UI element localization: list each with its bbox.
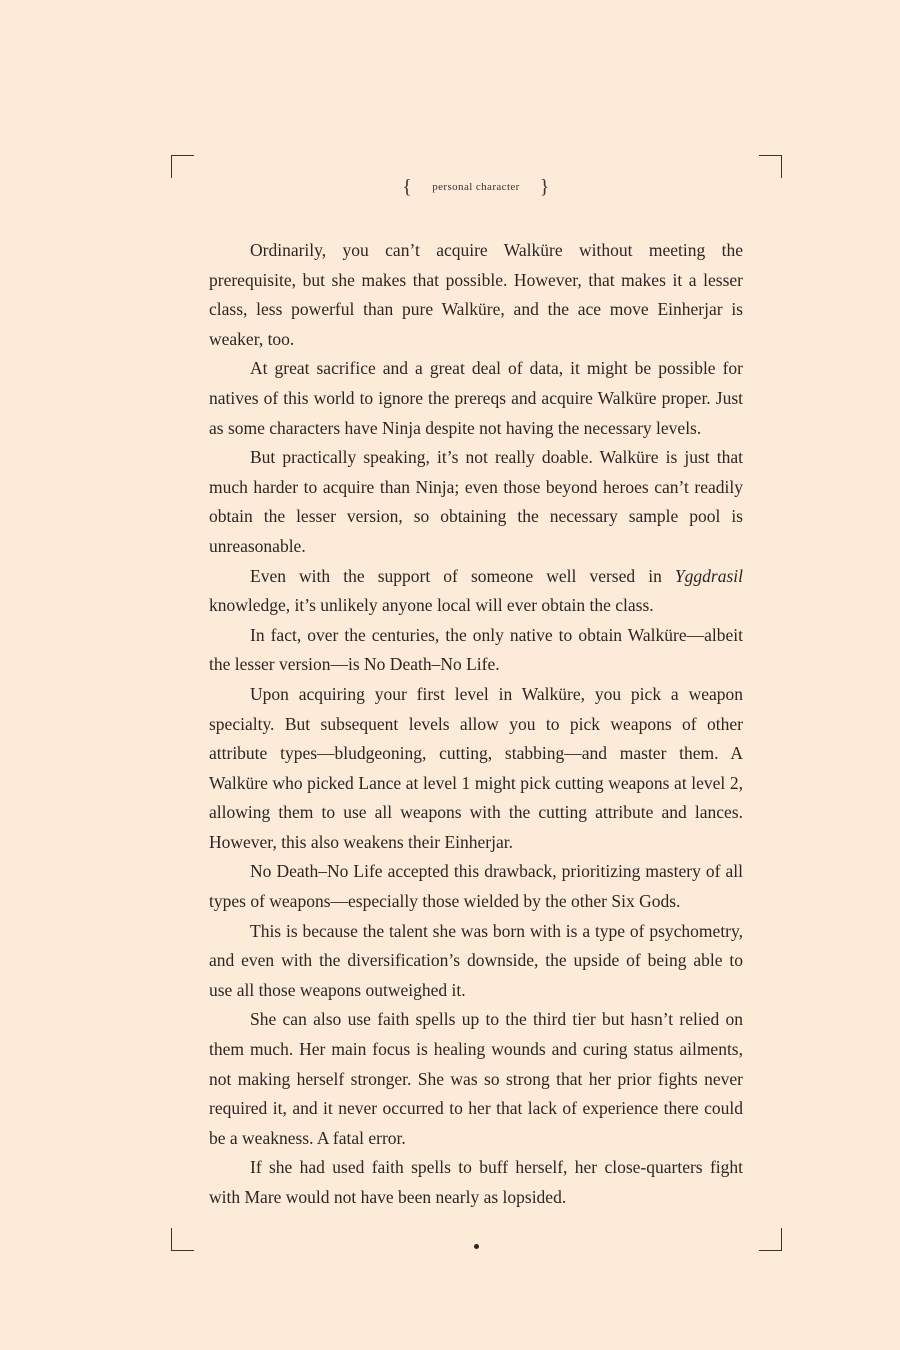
body-text [209, 236, 743, 1213]
paragraph-text: knowledge, it’s unlikely anyone local will ever obtain the class. [209, 595, 654, 616]
paragraph: At great sacrifice and a great deal of data, it might be possible for natives of this world to ignore the prereqs and acquire Walküre proper. Just as some characters have Ninja despite not having the necessary levels. [209, 358, 743, 438]
paragraph: This is because the talent she was born with is a type of psychometry, and even with the diversification’s downside, the upside of being able to use all those weapons outweighed it. [209, 920, 743, 1000]
paragraph: If she had used faith spells to buff herself, her close-quarters fight with Mare would not have been nearly as lopsided. [209, 1157, 743, 1207]
paragraph: She can also use faith spells up to the third tier but hasn’t relied on them much. Her main focus is healing wounds and curing status ailments, not making herself stronger. She was so strong that her prior fights never required it, and it never occurred to her that lack of experience there could be a weakness. A fatal error. [209, 1009, 743, 1148]
paragraph: Ordinarily, you can’t acquire Walküre without meeting the prerequisite, but she makes that possible. However, that makes it a lesser class, less powerful than pure Walküre, and the ace move Einherjar is weaker, too. [209, 240, 743, 349]
paragraph: Upon acquiring your first level in Walküre, you pick a weapon specialty. But subsequent levels allow you to pick weapons of other attribute types—bludgeoning, cutting, stabbing—and master them. A Walküre who picked Lance at level 1 might pick cutting weapons at level 2, allowing them to use all weapons with the cutting attribute and lances. However, this also weakens their Einherjar. [209, 683, 743, 852]
running-head-right-brace: } [539, 176, 550, 198]
italic-title: Yggdrasil [674, 565, 743, 586]
crop-mark-top-left [171, 155, 194, 178]
crop-mark-bottom-right [759, 1228, 782, 1251]
running-head [0, 176, 900, 199]
paragraph: In fact, over the centuries, the only native to obtain Walküre—albeit the lesser version—is No Death–No Life. [209, 624, 743, 675]
crop-mark-top-right [759, 155, 782, 178]
crop-mark-bottom-left [171, 1228, 194, 1251]
running-head-left-brace: { [402, 176, 413, 198]
paragraph [209, 562, 743, 621]
paragraph: But practically speaking, it’s not really doable. Walküre is just that much harder to acquire than Ninja; even those beyond heroes can’t readily obtain the lesser version, so obtaining the necessary sample pool is unreasonable. [209, 447, 743, 556]
running-head-title: personal character [432, 181, 520, 193]
folio-dot [474, 1244, 479, 1249]
paragraph-text: Even with the support of someone well versed in [250, 565, 675, 586]
paragraph: No Death–No Life accepted this drawback, prioritizing mastery of all types of weapons—especially those wielded by the other Six Gods. [209, 861, 743, 912]
